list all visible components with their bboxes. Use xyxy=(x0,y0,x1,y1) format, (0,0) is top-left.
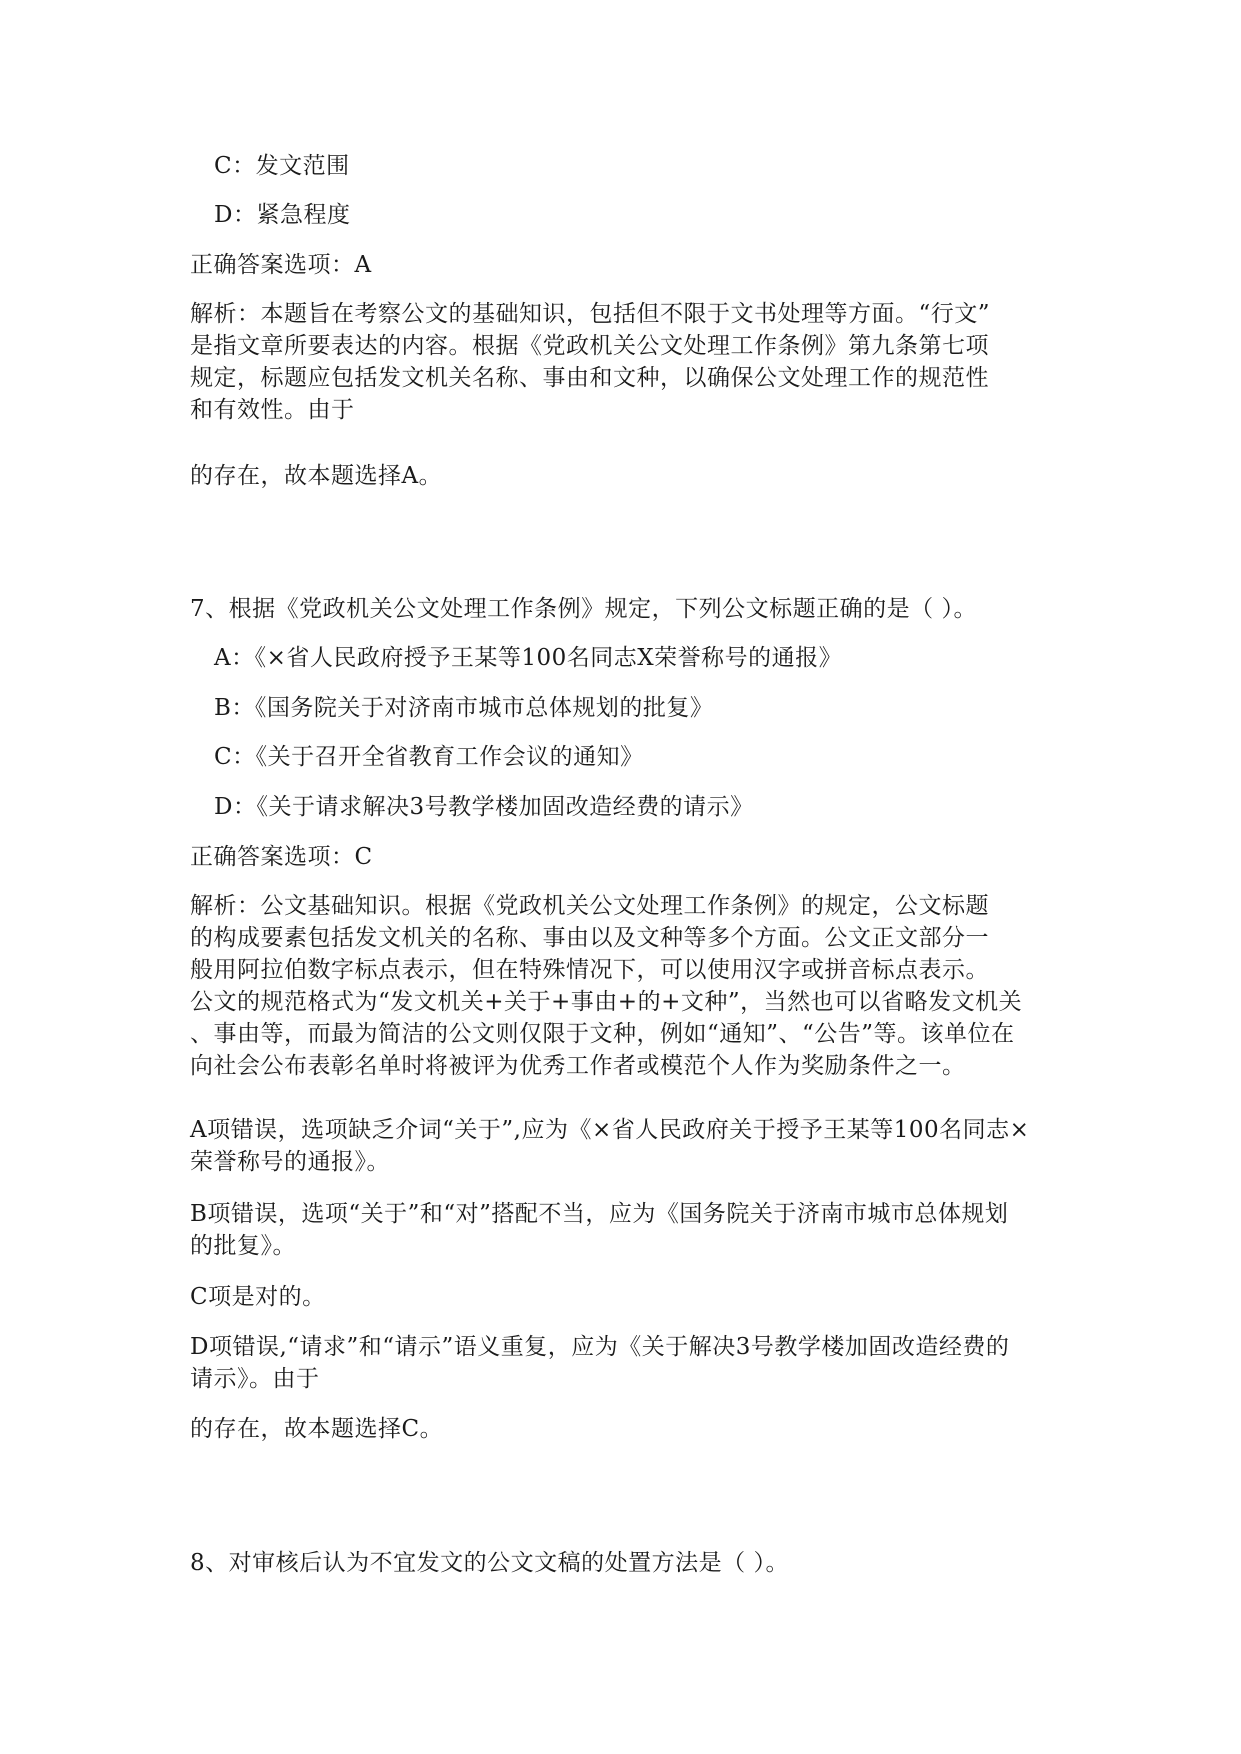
analysis-line: 、事由等，而最为简洁的公文则仅限于文种，例如“通知”、“公告”等。该单位在 xyxy=(190,1021,1015,1047)
question-8-stem: 8、对审核后认为不宜发文的公文文稿的处置方法是（ ）。 xyxy=(190,1550,789,1576)
question-7-analysis xyxy=(190,890,1058,1082)
question-7-option-c: C：《关于召开全省教育工作会议的通知》 xyxy=(214,744,644,770)
question-7-stem: 7、根据《党政机关公文处理工作条例》规定，下列公文标题正确的是（ ）。 xyxy=(190,596,977,622)
item-b-line: B项错误，选项“关于”和“对”搭配不当，应为《国务院关于济南市城市总体规划 xyxy=(190,1201,1009,1227)
item-b-line: 的批复》。 xyxy=(190,1233,296,1259)
analysis-line: 般用阿拉伯数字标点表示，但在特殊情况下，可以使用汉字或拼音标点表示。 xyxy=(190,957,989,983)
option-c: C：发文范围 xyxy=(214,153,350,179)
question-7-answer: 正确答案选项：C xyxy=(190,844,373,870)
item-a-line: 荣誉称号的通报》。 xyxy=(190,1149,390,1175)
item-a-line: A项错误，选项缺乏介词“关于”,应为《×省人民政府关于授予王某等100名同志× xyxy=(190,1117,1030,1143)
analysis-line: 解析：本题旨在考察公文的基础知识，包括但不限于文书处理等方面。“行文” xyxy=(190,301,991,327)
item-d-line: 请示》。由于 xyxy=(190,1366,320,1392)
analysis-line: 规定，标题应包括发文机关名称、事由和文种，以确保公文处理工作的规范性 xyxy=(190,365,989,391)
analysis-line: 是指文章所要表达的内容。根据《党政机关公文处理工作条例》第九条第七项 xyxy=(190,333,989,359)
analysis-line: 解析：公文基础知识。根据《党政机关公文处理工作条例》的规定，公文标题 xyxy=(190,893,989,919)
question-7-option-d: D：《关于请求解决3号教学楼加固改造经费的请示》 xyxy=(214,794,754,820)
question-7-item-c: C项是对的。 xyxy=(190,1284,326,1310)
question-7-conclusion: 的存在，故本题选择C。 xyxy=(190,1416,444,1442)
question-7-item-b xyxy=(190,1198,1058,1262)
question-7-option-a: A：《×省人民政府授予王某等100名同志X荣誉称号的通报》 xyxy=(214,645,843,671)
conclusion-line: 的存在，故本题选择A。 xyxy=(190,463,443,489)
question-7-item-d xyxy=(190,1331,1058,1395)
answer-line: 正确答案选项：A xyxy=(190,252,372,278)
analysis-line: 向社会公布表彰名单时将被评为优秀工作者或模范个人作为奖励条件之一。 xyxy=(190,1053,966,1079)
analysis-paragraph xyxy=(190,298,1058,426)
analysis-line: 的构成要素包括发文机关的名称、事由以及文种等多个方面。公文正文部分一 xyxy=(190,925,989,951)
item-d-line: D项错误,“请求”和“请示”语义重复，应为《关于解决3号教学楼加固改造经费的 xyxy=(190,1334,1010,1360)
option-d: D：紧急程度 xyxy=(214,202,351,228)
analysis-line: 公文的规范格式为“发文机关+关于+事由+的+文种”，当然也可以省略发文机关 xyxy=(190,989,1023,1015)
analysis-line: 和有效性。由于 xyxy=(190,397,355,423)
question-7-item-a xyxy=(190,1114,1058,1178)
question-7-option-b: B：《国务院关于对济南市城市总体规划的批复》 xyxy=(214,695,714,721)
